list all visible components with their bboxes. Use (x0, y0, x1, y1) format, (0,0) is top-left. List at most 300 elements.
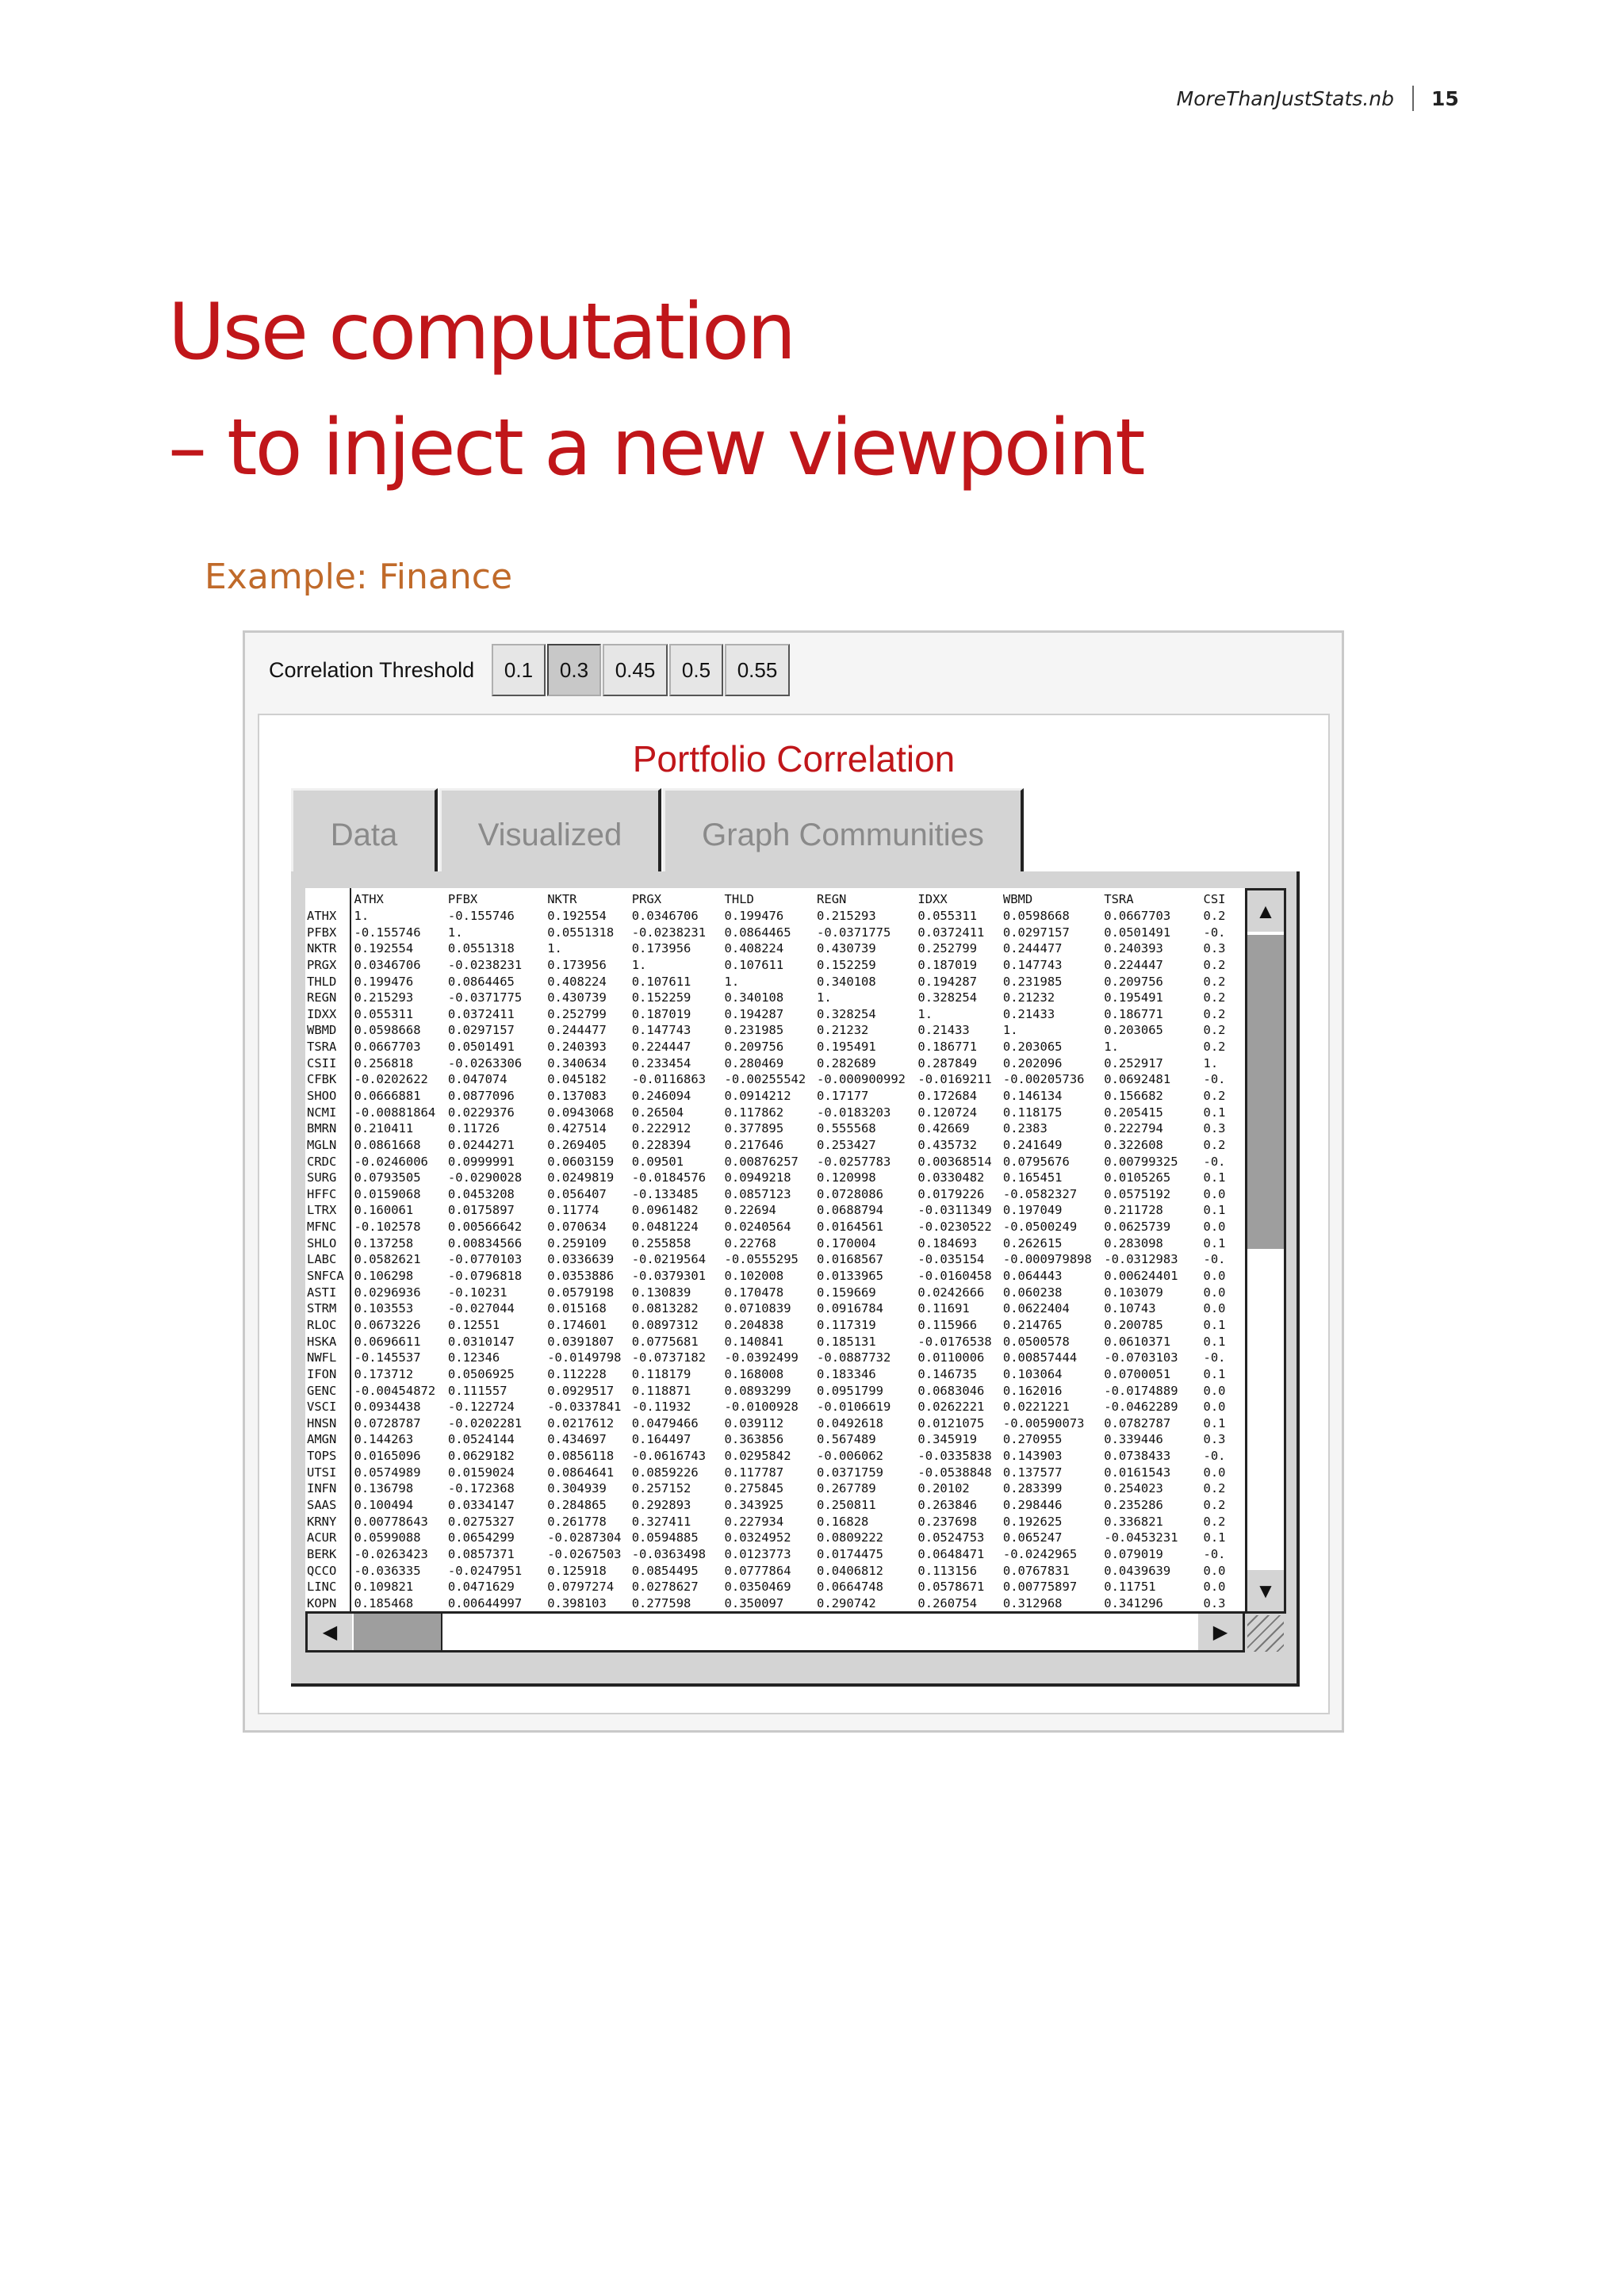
table-cell: 0.0481224 (631, 1220, 699, 1235)
table-cell: 0.343925 (724, 1498, 784, 1513)
table-cell: 0.22768 (724, 1235, 776, 1250)
table-cell: 0.0999991 (447, 1154, 515, 1169)
table-cell: 0.185468 (354, 1595, 414, 1610)
table-cell: 1. (917, 1006, 933, 1021)
row-label: VSCI (307, 1400, 337, 1415)
table-cell: 0.17177 (817, 1089, 869, 1103)
table-cell: 0.170478 (724, 1285, 784, 1300)
row-label: SHOO (307, 1089, 337, 1103)
table-cell: 0.0797274 (547, 1580, 615, 1595)
table-cell: 0.118179 (631, 1366, 691, 1381)
table-cell: 0.0310147 (447, 1334, 515, 1349)
table-cell: 0.055311 (917, 908, 978, 923)
table-cell: 0.1 (1203, 1235, 1226, 1250)
table-cell: 0.0121075 (917, 1415, 985, 1430)
table-cell: 0.0897312 (631, 1317, 699, 1332)
table-cell: -0.0267503 (547, 1546, 622, 1561)
table-cell: 0.00857444 (1002, 1350, 1078, 1365)
table-cell: 1. (354, 908, 370, 923)
table-row (305, 924, 1245, 940)
table-row (305, 1579, 1245, 1595)
table-cell: -0. (1203, 925, 1226, 940)
scroll-down-arrow-icon[interactable]: ▼ (1247, 1570, 1284, 1611)
table-cell: -0.0106619 (817, 1400, 891, 1415)
table-cell: 0.277598 (631, 1595, 691, 1610)
table-cell: -0.0500249 (1002, 1220, 1078, 1235)
table-cell: 0.195491 (1104, 990, 1163, 1005)
table-cell: 0.259109 (547, 1235, 607, 1250)
table-cell: 0.147743 (631, 1023, 691, 1038)
table-cell: 0.252799 (917, 941, 978, 956)
table-cell: 0.0688794 (817, 1203, 884, 1218)
table-cell: 0.0775681 (631, 1334, 699, 1349)
table-cell: 0.0795676 (1002, 1154, 1070, 1169)
table-cell: 0.070634 (547, 1220, 607, 1235)
row-label: HSKA (307, 1334, 337, 1349)
table-cell: 0.0406812 (817, 1563, 884, 1578)
row-label: GENC (307, 1383, 337, 1398)
table-cell: 0.0179226 (917, 1186, 985, 1201)
table-cell: 0.398103 (547, 1595, 607, 1610)
table-cell: 0.0857371 (447, 1546, 515, 1561)
table-cell: 0.115966 (917, 1317, 978, 1332)
table-cell: 0.0229376 (447, 1105, 515, 1120)
table-cell: 0.0524144 (447, 1432, 515, 1447)
table-cell: 0.0864641 (547, 1465, 615, 1480)
table-cell: 0.173956 (547, 957, 607, 972)
table-cell: -0.0242965 (1002, 1546, 1078, 1561)
table-cell: 0.336821 (1104, 1514, 1163, 1529)
table-cell: 0.20102 (917, 1481, 970, 1496)
table-cell: 0.173956 (631, 941, 691, 956)
table-cell: 0.0594885 (631, 1530, 699, 1545)
table-cell: 0.200785 (1104, 1317, 1163, 1332)
table-cell: 0.227934 (724, 1514, 784, 1529)
row-label: INFN (307, 1481, 337, 1496)
table-cell: 0.045182 (547, 1072, 607, 1087)
row-label: KOPN (307, 1595, 337, 1610)
table-cell: 0.22694 (724, 1203, 776, 1218)
table-cell: -0.0202281 (447, 1415, 523, 1430)
table-cell: 0.0334147 (447, 1498, 515, 1513)
table-cell: 0.340108 (724, 990, 784, 1005)
table-cell: -0.155746 (447, 908, 515, 923)
table-cell: -0.0238231 (631, 925, 707, 940)
table-cell: 0.427514 (547, 1121, 607, 1136)
table-cell: 0.159669 (817, 1285, 876, 1300)
table-row (305, 957, 1245, 974)
output-pane (258, 714, 1330, 1714)
table-cell: 0.2 (1203, 990, 1226, 1005)
table-cell: -0.0160458 (917, 1269, 992, 1284)
horizontal-scroll-thumb[interactable] (354, 1614, 442, 1650)
table-cell: -0.0887732 (817, 1350, 891, 1365)
table-cell: 0.199476 (354, 974, 414, 989)
manipulate-panel (243, 630, 1344, 1733)
table-cell: 0.430739 (817, 941, 876, 956)
table-cell: 0.117787 (724, 1465, 784, 1480)
table-cell: 0.282689 (817, 1055, 876, 1070)
table-cell: 0.186771 (1104, 1006, 1163, 1021)
table-cell: 0.0877096 (447, 1089, 515, 1103)
table-cell: 1. (547, 941, 562, 956)
table-cell: 0.0492618 (817, 1415, 884, 1430)
table-cell: 0.284865 (547, 1498, 607, 1513)
table-cell: 0.00775897 (1002, 1580, 1078, 1595)
table-cell: -0.0116863 (631, 1072, 707, 1087)
row-label: UTSI (307, 1465, 337, 1480)
table-cell: 0.137577 (1002, 1465, 1063, 1480)
table-cell: 0.209756 (1104, 974, 1163, 989)
row-label: MGLN (307, 1137, 337, 1152)
table-cell: 0.0 (1203, 1400, 1226, 1415)
table-cell: 0.0683046 (917, 1383, 985, 1398)
table-cell: 0.117319 (817, 1317, 876, 1332)
table-row (305, 1251, 1245, 1268)
table-cell: 0.0 (1203, 1580, 1226, 1595)
scroll-right-arrow-icon[interactable]: ▶ (1198, 1614, 1243, 1650)
table-row (305, 1513, 1245, 1530)
table-cell: 0.328254 (817, 1006, 876, 1021)
table-cell: -0.0169211 (917, 1072, 992, 1087)
row-label: NCMI (307, 1105, 337, 1120)
table-cell: 0.203065 (1104, 1023, 1163, 1038)
threshold-button-0-45[interactable]: 0.45 (603, 644, 668, 696)
table-cell: 0.1 (1203, 1366, 1226, 1381)
table-cell: -0.172368 (447, 1481, 515, 1496)
table-cell: -0.0703103 (1104, 1350, 1178, 1365)
table-row (305, 1317, 1245, 1334)
table-cell: 1. (447, 925, 463, 940)
table-cell: 0.0372411 (917, 925, 985, 940)
table-cell: 0.0295842 (724, 1449, 791, 1464)
table-cell: 0.0346706 (354, 957, 421, 972)
table-cell: -0.0230522 (917, 1220, 992, 1235)
row-label: PFBX (307, 925, 337, 940)
table-cell: 0.0854495 (631, 1563, 699, 1578)
table-cell: 0.2 (1203, 1023, 1226, 1038)
column-header: ATHX (354, 892, 384, 907)
table-cell: -0.122724 (447, 1400, 515, 1415)
table-cell: 0.257152 (631, 1481, 691, 1496)
table-cell: 0.184693 (917, 1235, 978, 1250)
table-cell: 0.0221221 (1002, 1400, 1070, 1415)
table-cell: 0.0893299 (724, 1383, 791, 1398)
table-cell: -0.133485 (631, 1186, 699, 1201)
table-row (305, 1039, 1245, 1055)
table-row (305, 973, 1245, 990)
vertical-scrollbar[interactable] (1245, 888, 1286, 1614)
table-cell: 0.056407 (547, 1186, 607, 1201)
table-cell: 0.117862 (724, 1105, 784, 1120)
table-cell: 0.0110006 (917, 1350, 985, 1365)
table-row (305, 1120, 1245, 1137)
table-cell: 0.174601 (547, 1317, 607, 1332)
threshold-button-0-3[interactable]: 0.3 (547, 644, 601, 696)
table-cell: 0.0864465 (447, 974, 515, 989)
table-cell: 0.0164561 (817, 1220, 884, 1235)
table-row (305, 1284, 1245, 1300)
table-cell: 0.0598668 (354, 1023, 421, 1038)
table-cell: -0.035154 (917, 1252, 985, 1267)
table-cell: 0.0217612 (547, 1415, 615, 1430)
table-row (305, 1350, 1245, 1366)
table-cell: -0.0555295 (724, 1252, 799, 1267)
table-row (305, 1399, 1245, 1415)
table-cell: 0.185131 (817, 1334, 876, 1349)
table-cell: 0.0934438 (354, 1400, 421, 1415)
table-cell: -0.000900992 (817, 1072, 906, 1087)
table-cell: 0.253427 (817, 1137, 876, 1152)
column-header: THLD (724, 892, 754, 907)
row-label: SAAS (307, 1498, 337, 1513)
table-cell: 0.2 (1203, 908, 1226, 923)
table-cell: 0.194287 (724, 1006, 784, 1021)
table-cell: 0.0667703 (1104, 908, 1171, 923)
row-label: BERK (307, 1546, 337, 1561)
table-cell: 0.0159024 (447, 1465, 515, 1480)
table-row (305, 1546, 1245, 1563)
table-cell: 0.194287 (917, 974, 978, 989)
table-row (305, 1431, 1245, 1448)
table-cell: 0.211728 (1104, 1203, 1163, 1218)
table-cell: 1. (631, 957, 647, 972)
table-cell: 0.0782787 (1104, 1415, 1171, 1430)
data-tab-content (291, 871, 1300, 1687)
vertical-scroll-thumb[interactable] (1247, 935, 1284, 1249)
table-cell: 0.0278627 (631, 1580, 699, 1595)
table-cell: 0.0949218 (724, 1170, 791, 1185)
table-row (305, 1219, 1245, 1235)
threshold-button-0-55[interactable]: 0.55 (725, 644, 790, 696)
table-cell: -0.0219564 (631, 1252, 707, 1267)
table-cell: 0.377895 (724, 1121, 784, 1136)
table-cell: -0.0246006 (354, 1154, 428, 1169)
table-cell: 0.26504 (631, 1105, 684, 1120)
table-cell: 0.290742 (817, 1595, 876, 1610)
table-cell: 0.103064 (1002, 1366, 1063, 1381)
table-cell: -0.0371775 (447, 990, 523, 1005)
table-cell: 0.0666881 (354, 1089, 421, 1103)
table-cell: -0.10231 (447, 1285, 508, 1300)
horizontal-scrollbar[interactable] (305, 1611, 1245, 1653)
portfolio-correlation-title: Portfolio Correlation (632, 738, 956, 779)
table-cell: -0.0183203 (817, 1105, 891, 1120)
row-label: TSRA (307, 1040, 337, 1055)
table-cell: 0.0161543 (1104, 1465, 1171, 1480)
table-row (305, 1005, 1245, 1022)
threshold-button-0-1[interactable]: 0.1 (492, 644, 546, 696)
table-cell: 0.107611 (724, 957, 784, 972)
table-cell: 0.125918 (547, 1563, 607, 1578)
table-cell: 0.0501491 (447, 1040, 515, 1055)
table-cell: 0.233454 (631, 1055, 691, 1070)
table-cell: 0.261778 (547, 1514, 607, 1529)
table-cell: 0.328254 (917, 990, 978, 1005)
table-cell: 0.204838 (724, 1317, 784, 1332)
table-cell: -0. (1203, 1546, 1226, 1561)
table-cell: 0.2 (1203, 1514, 1226, 1529)
table-cell: 0.203065 (1002, 1040, 1063, 1055)
table-cell: 0.172684 (917, 1089, 978, 1103)
table-cell: 0.160061 (354, 1203, 414, 1218)
table-cell: 0.162016 (1002, 1383, 1063, 1398)
table-cell: 0.298446 (1002, 1498, 1063, 1513)
tab-graph-communities[interactable]: Graph Communities (663, 788, 1024, 879)
table-cell: 0.0524753 (917, 1530, 985, 1545)
table-row (305, 1268, 1245, 1285)
table-cell: 0.0 (1203, 1186, 1226, 1201)
row-label: MFNC (307, 1220, 337, 1235)
table-row (305, 1497, 1245, 1514)
table-cell: 0.0809222 (817, 1530, 884, 1545)
table-cell: 0.103079 (1104, 1285, 1163, 1300)
table-cell: 0.434697 (547, 1432, 607, 1447)
table-cell: 0.0500578 (1002, 1334, 1070, 1349)
table-cell: -0.145537 (354, 1350, 421, 1365)
table-cell: 0.0700051 (1104, 1366, 1171, 1381)
table-cell: -0.155746 (354, 925, 421, 940)
table-cell: 0.262615 (1002, 1235, 1063, 1250)
table-cell: -0.0100928 (724, 1400, 799, 1415)
row-label: NKTR (307, 941, 337, 956)
table-cell: 0.195491 (817, 1040, 876, 1055)
row-label: KRNY (307, 1514, 337, 1529)
row-label: ATHX (307, 908, 337, 923)
table-cell: 0.0551318 (447, 941, 515, 956)
row-label: LTRX (307, 1203, 337, 1218)
table-row (305, 1071, 1245, 1088)
table-cell: 0.21232 (1002, 990, 1055, 1005)
table-cell: 0.2 (1203, 957, 1226, 972)
table-cell: 0.2 (1203, 1089, 1226, 1103)
table-cell: 0.1 (1203, 1170, 1226, 1185)
table-cell: 0.0728086 (817, 1186, 884, 1201)
table-cell: 0.1 (1203, 1105, 1226, 1120)
table-cell: 0.1 (1203, 1334, 1226, 1349)
table-cell: 0.065247 (1002, 1530, 1063, 1545)
table-cell: -0.0371775 (817, 925, 891, 940)
table-cell: 0.0240564 (724, 1220, 791, 1235)
table-cell: 0.0603159 (547, 1154, 615, 1169)
table-cell: 0.192625 (1002, 1514, 1063, 1529)
table-row (305, 1300, 1245, 1317)
table-cell: 0.147743 (1002, 957, 1063, 972)
table-cell: 0.222794 (1104, 1121, 1163, 1136)
table-cell: 0.240393 (1104, 941, 1163, 956)
table-cell: -0. (1203, 1449, 1226, 1464)
table-cell: 0.00778643 (354, 1514, 428, 1529)
table-cell: 0.111557 (447, 1383, 508, 1398)
table-cell: 0.408224 (724, 941, 784, 956)
table-cell: 0.152259 (817, 957, 876, 972)
table-cell: 0.0471629 (447, 1580, 515, 1595)
table-cell: 0.567489 (817, 1432, 876, 1447)
table-cell: 0.12551 (447, 1317, 500, 1332)
table-cell: 0.210411 (354, 1121, 414, 1136)
table-row (305, 1333, 1245, 1350)
column-header: REGN (817, 892, 847, 907)
table-cell: 0.143903 (1002, 1449, 1063, 1464)
table-cell: 0.130839 (631, 1285, 691, 1300)
table-cell: 0.0175897 (447, 1203, 515, 1218)
table-cell: 0.252799 (547, 1006, 607, 1021)
threshold-button-0-5[interactable]: 0.5 (669, 644, 723, 696)
table-cell: 0.11691 (917, 1301, 970, 1316)
table-cell: 0.11774 (547, 1203, 599, 1218)
table-cell: -0.006062 (817, 1449, 884, 1464)
table-cell: -0. (1203, 1072, 1226, 1087)
table-cell: -0.0538848 (917, 1465, 992, 1480)
table-cell: 0.0610371 (1104, 1334, 1171, 1349)
column-header: PFBX (447, 892, 478, 907)
table-cell: 0.217646 (724, 1137, 784, 1152)
table-cell: 0.327411 (631, 1514, 691, 1529)
table-row (305, 1415, 1245, 1432)
table-cell: 0.060238 (1002, 1285, 1063, 1300)
table-cell: 0.2 (1203, 1137, 1226, 1152)
table-cell: 0.165451 (1002, 1170, 1063, 1185)
table-cell: 0.241649 (1002, 1137, 1063, 1152)
scroll-left-arrow-icon[interactable]: ◀ (308, 1614, 352, 1650)
table-row (305, 908, 1245, 925)
table-cell: 0.0123773 (724, 1546, 791, 1561)
row-label: AMGN (307, 1432, 337, 1447)
row-label: IFON (307, 1366, 337, 1381)
table-cell: 0.283399 (1002, 1481, 1063, 1496)
tab-visualized[interactable]: Visualized (439, 788, 661, 879)
table-cell: 0.192554 (547, 908, 607, 923)
table-cell: 0.0 (1203, 1465, 1226, 1480)
table-cell: 0.015168 (547, 1301, 607, 1316)
table-cell: 0.112228 (547, 1366, 607, 1381)
table-cell: 0.231985 (1002, 974, 1063, 989)
table-cell: 1. (1203, 1055, 1219, 1070)
table-cell: 0.0857123 (724, 1186, 791, 1201)
table-cell: 0.0767831 (1002, 1563, 1070, 1578)
row-label: SNFCA (307, 1269, 344, 1284)
table-cell: 0.0479466 (631, 1415, 699, 1430)
table-cell: 0.260754 (917, 1595, 978, 1610)
column-header: IDXX (917, 892, 948, 907)
table-cell: 0.215293 (354, 990, 414, 1005)
table-cell: 0.0105265 (1104, 1170, 1171, 1185)
table-cell: 0.3 (1203, 1595, 1226, 1610)
row-label: PRGX (307, 957, 337, 972)
table-cell: 0.0943068 (547, 1105, 615, 1120)
table-cell: 0.0673226 (354, 1317, 421, 1332)
table-row (305, 1464, 1245, 1480)
table-cell: -0.0737182 (631, 1350, 707, 1365)
table-cell: 0.254023 (1104, 1481, 1163, 1496)
table-cell: 0.224447 (1104, 957, 1163, 972)
table-cell: 0.3 (1203, 1432, 1226, 1447)
tab-data[interactable]: Data (291, 788, 438, 879)
table-cell: 0.0 (1203, 1563, 1226, 1578)
slide-title-line-1: Use computation (168, 287, 795, 377)
table-cell: 0.0159068 (354, 1186, 421, 1201)
table-cell: 0.228394 (631, 1137, 691, 1152)
table-cell: 0.0738433 (1104, 1449, 1171, 1464)
table-cell: 0.345919 (917, 1432, 978, 1447)
table-cell: 0.0598668 (1002, 908, 1070, 923)
table-row (305, 1104, 1245, 1120)
table-cell: -0.0335838 (917, 1449, 992, 1464)
correlation-table (305, 891, 1245, 1628)
table-cell: 0.0506925 (447, 1366, 515, 1381)
scroll-up-arrow-icon[interactable]: ▲ (1247, 890, 1284, 932)
resize-grip-icon[interactable] (1247, 1615, 1284, 1652)
